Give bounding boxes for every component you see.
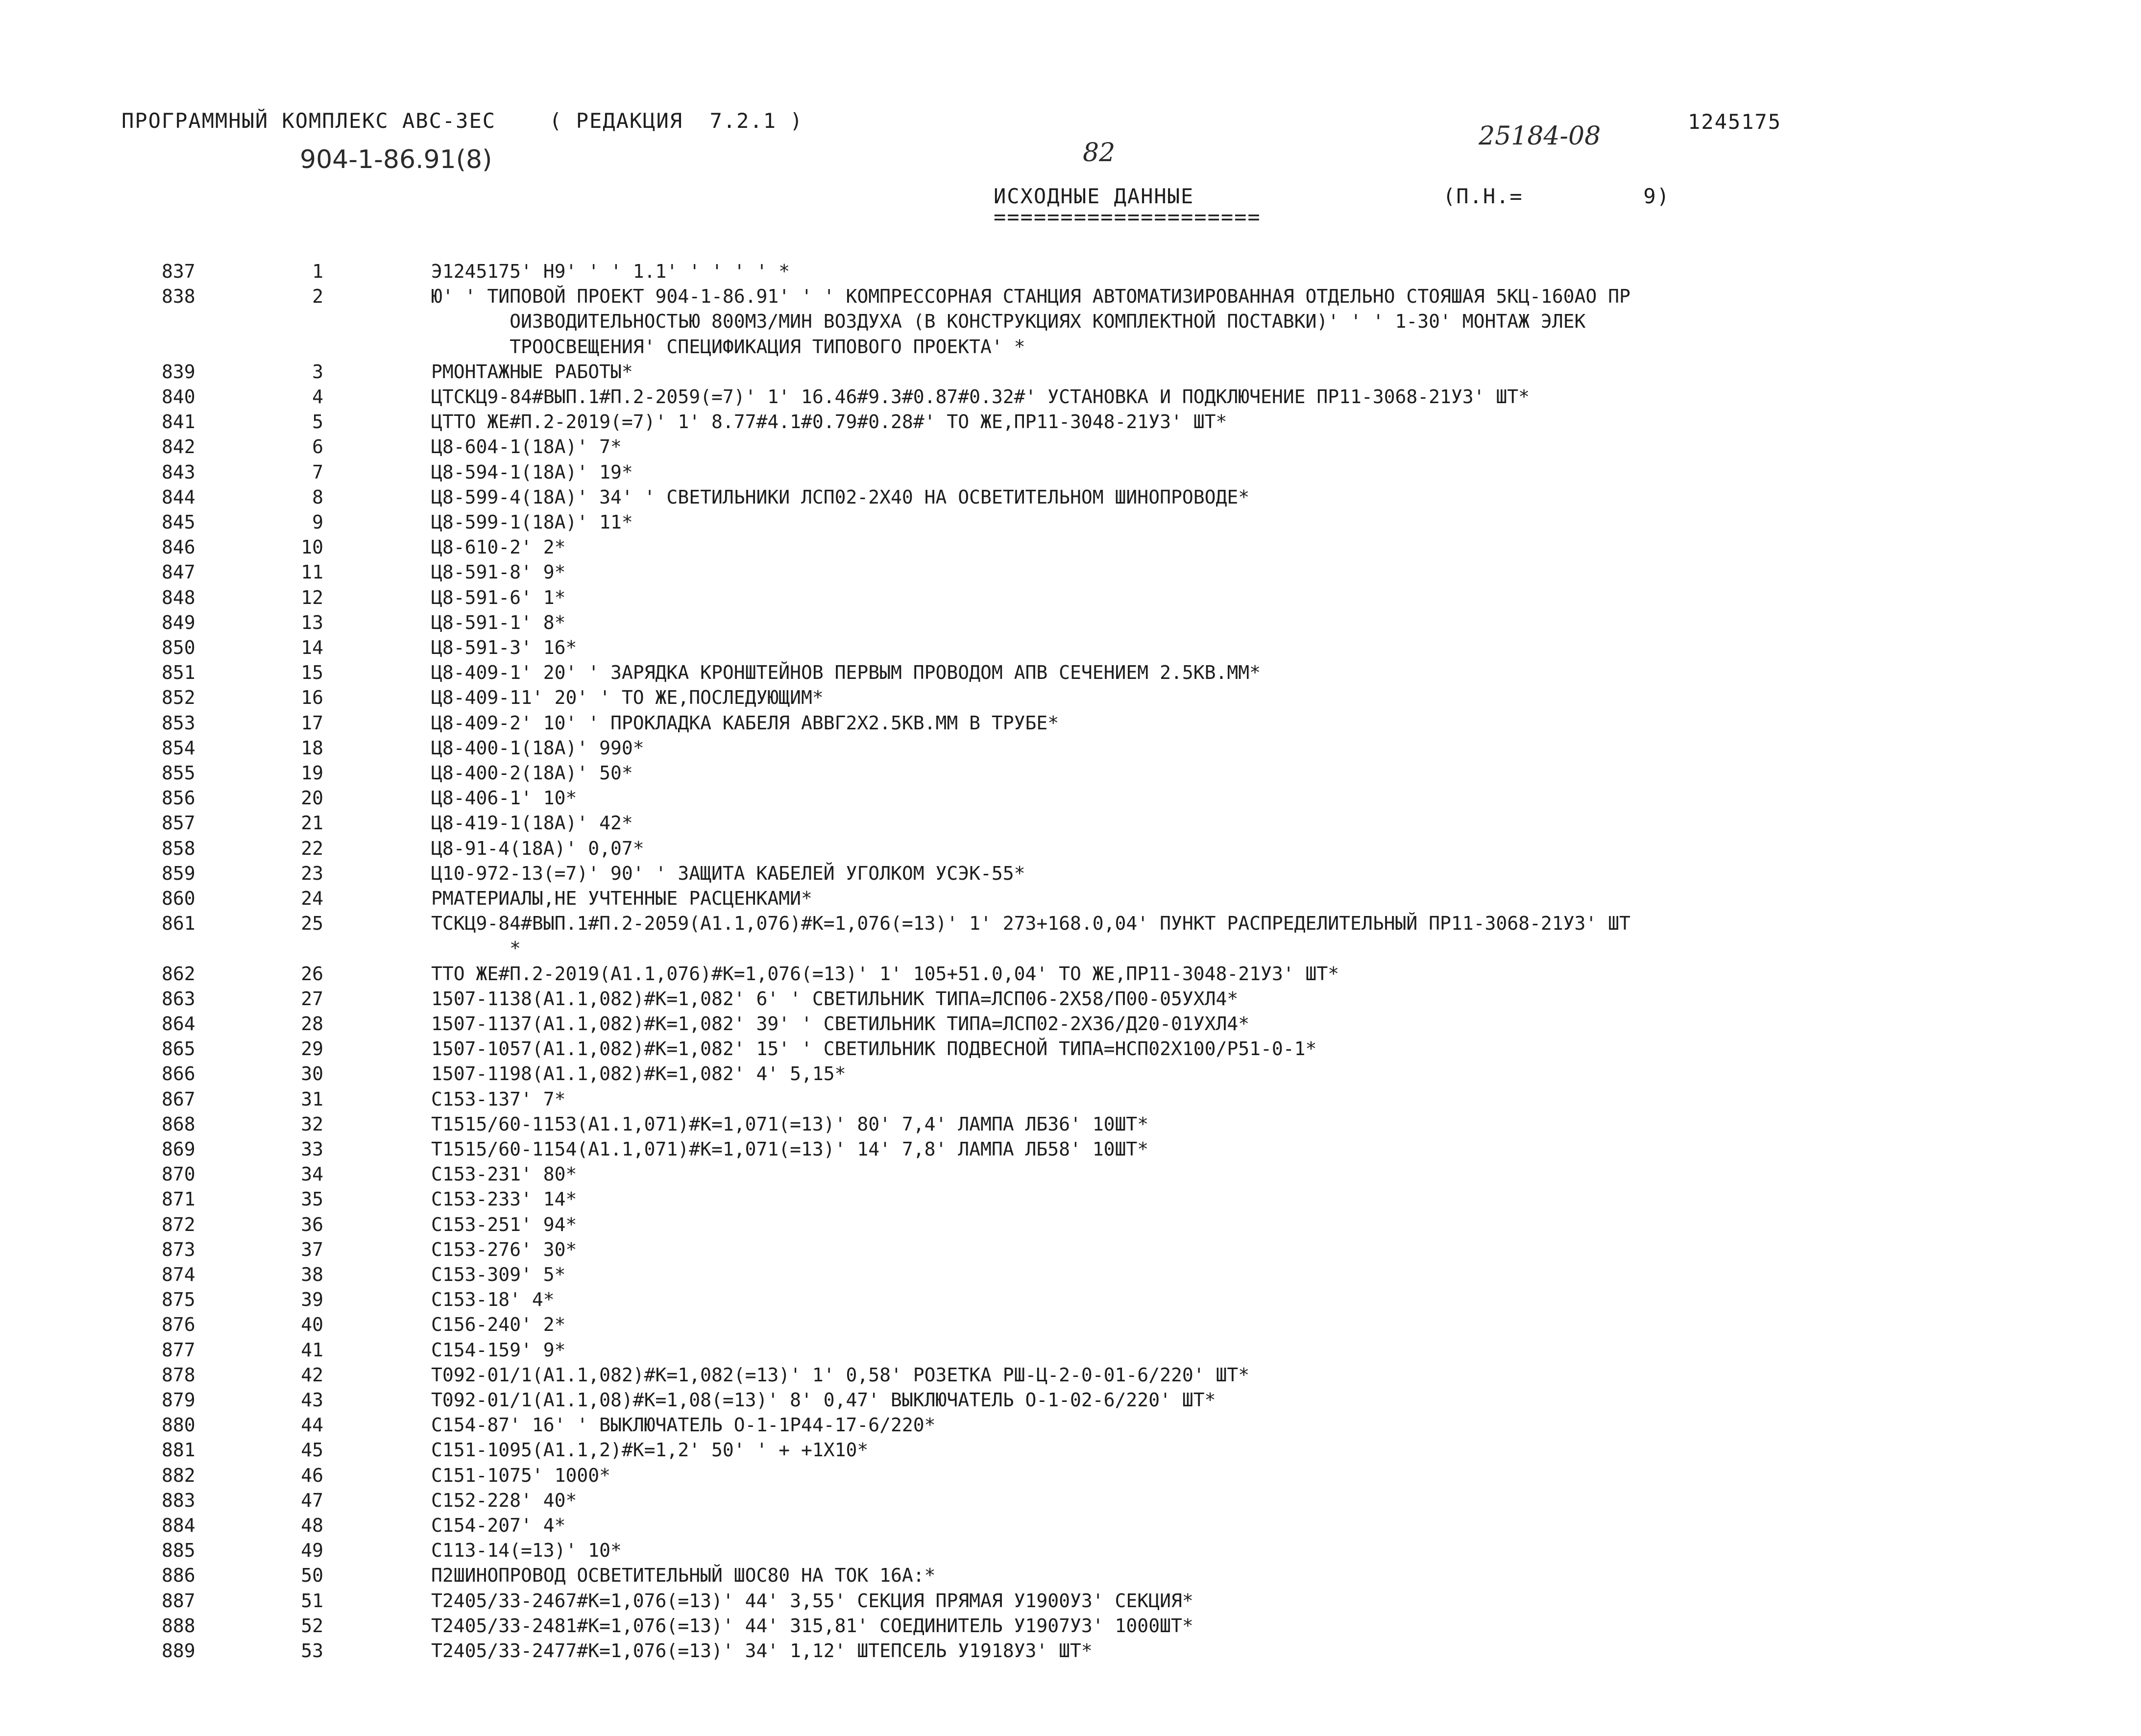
section-title: ИСХОДНЫЕ ДАННЫЕ <box>994 184 1194 208</box>
record-text: С154-87' 16' ' ВЫКЛЮЧАТЕЛЬ О-1-1Р44-17-6/220* <box>431 1414 936 1436</box>
listing-row <box>0 1614 2141 1639</box>
record-text: Ц8-591-1' 8* <box>431 611 566 633</box>
record-number: 847 <box>162 561 195 583</box>
listing-row <box>0 1488 2141 1513</box>
record-number: 875 <box>162 1289 195 1311</box>
sequence-number: 36 <box>301 1213 323 1235</box>
sequence-number: 44 <box>301 1414 323 1436</box>
record-number: 861 <box>162 913 195 935</box>
record-number: 855 <box>162 762 195 784</box>
record-text: С151-1075' 1000* <box>431 1464 611 1486</box>
record-text: Т092-01/1(А1.1,08)#К=1,08(=13)' 8' 0,47' ВЫКЛЮЧАТЕЛЬ О-1-02-6/220' ШТ* <box>431 1389 1216 1411</box>
record-number: 874 <box>162 1264 195 1285</box>
listing-row <box>0 1162 2141 1187</box>
record-text: Т2405/33-2477#К=1,076(=13)' 34' 1,12' ШТЕПСЕЛЬ У1918У3' ШТ* <box>431 1640 1093 1662</box>
sequence-number: 24 <box>301 888 323 909</box>
listing-row <box>0 1312 2141 1337</box>
listing-row <box>0 1262 2141 1287</box>
record-text: П2ШИНОПРОВОД ОСВЕТИТЕЛЬНЫЙ ШОС80 НА ТОК 16А:* <box>431 1565 936 1587</box>
record-number: 839 <box>162 361 195 383</box>
listing-row <box>0 911 2141 936</box>
sequence-number: 12 <box>301 586 323 608</box>
record-number: 838 <box>162 286 195 308</box>
listing-row <box>0 259 2141 284</box>
sequence-number: 14 <box>301 637 323 658</box>
listing-row <box>0 711 2141 736</box>
sequence-number: 7 <box>312 461 323 483</box>
listing-row <box>0 685 2141 710</box>
sequence-number: 17 <box>301 712 323 734</box>
record-text: Ц8-409-2' 10' ' ПРОКЛАДКА КАБЕЛЯ АВВГ2Х2.5КВ.ММ В ТРУБЕ* <box>431 712 1059 734</box>
record-number: 858 <box>162 837 195 859</box>
listing-row <box>0 434 2141 459</box>
sequence-number: 26 <box>301 963 323 985</box>
listing-row-continuation <box>0 335 2141 360</box>
record-text: С154-159' 9* <box>431 1339 566 1361</box>
listing-row <box>0 1589 2141 1614</box>
record-text: С156-240' 2* <box>431 1314 566 1336</box>
listing-row <box>0 1513 2141 1538</box>
record-number: 889 <box>162 1640 195 1662</box>
sequence-number: 21 <box>301 812 323 834</box>
listing-row <box>0 510 2141 535</box>
listing-row <box>0 485 2141 510</box>
record-number: 860 <box>162 888 195 909</box>
sequence-number: 45 <box>301 1439 323 1461</box>
listing-row <box>0 1338 2141 1363</box>
record-text: С153-231' 80* <box>431 1163 577 1185</box>
listing-row <box>0 761 2141 786</box>
record-number: 872 <box>162 1213 195 1235</box>
listing-row <box>0 360 2141 385</box>
record-text: С153-276' 30* <box>431 1238 577 1260</box>
sequence-number: 3 <box>312 361 323 383</box>
listing-row <box>0 1363 2141 1388</box>
listing-row <box>0 1137 2141 1162</box>
record-text: Ц8-594-1(18А)' 19* <box>431 461 633 483</box>
sequence-number: 38 <box>301 1264 323 1285</box>
record-number: 846 <box>162 536 195 558</box>
record-text: Т092-01/1(А1.1,082)#К=1,082(=13)' 1' 0,58' РОЗЕТКА РШ-Ц-2-0-01-6/220' ШТ* <box>431 1364 1250 1386</box>
listing-row <box>0 1639 2141 1664</box>
record-text: ОИЗВОДИТЕЛЬНОСТЬЮ 800М3/МИН ВОЗДУХА (В КОНСТРУКЦИЯХ КОМПЛЕКТНОЙ ПОСТАВКИ)' ' ' 1-30' МОНТАЖ ЭЛЕК <box>431 311 1586 333</box>
listing-row <box>0 1463 2141 1488</box>
record-text: Ц8-591-6' 1* <box>431 586 566 608</box>
record-number: 859 <box>162 862 195 884</box>
record-number: 845 <box>162 511 195 533</box>
record-text: ТСКЦ9-84#ВЫП.1#П.2-2059(А1.1,076)#К=1,076(=13)' 1' 273+168.0,04' ПУНКТ РАСПРЕДЕЛИТЕЛЬНЫЙ ПР11-3068-21У3' ШТ <box>431 913 1630 935</box>
record-number: 843 <box>162 461 195 483</box>
sequence-number: 11 <box>301 561 323 583</box>
sequence-number: 9 <box>312 511 323 533</box>
record-text: С153-251' 94* <box>431 1213 577 1235</box>
record-number: 886 <box>162 1565 195 1587</box>
listing-row <box>0 635 2141 660</box>
listing-row <box>0 1112 2141 1137</box>
sequence-number: 28 <box>301 1013 323 1035</box>
record-number: 869 <box>162 1138 195 1160</box>
listing-row <box>0 410 2141 434</box>
record-text: Ц8-599-4(18А)' 34' ' СВЕТИЛЬНИКИ ЛСП02-2Х40 НА ОСВЕТИТЕЛЬНОМ ШИНОПРОВОДЕ* <box>431 486 1250 508</box>
listing-row <box>0 1061 2141 1086</box>
record-text: Т2405/33-2467#К=1,076(=13)' 44' 3,55' СЕКЦИЯ ПРЯМАЯ У1900У3' СЕКЦИЯ* <box>431 1590 1193 1612</box>
record-number: 841 <box>162 411 195 433</box>
record-number: 867 <box>162 1088 195 1110</box>
record-number: 873 <box>162 1238 195 1260</box>
sequence-number: 41 <box>301 1339 323 1361</box>
record-text: Ц8-591-3' 16* <box>431 637 577 658</box>
sequence-number: 5 <box>312 411 323 433</box>
record-number: 878 <box>162 1364 195 1386</box>
record-number: 851 <box>162 662 195 684</box>
sequence-number: 25 <box>301 913 323 935</box>
record-text: С154-207' 4* <box>431 1515 566 1536</box>
record-text: 1507-1057(А1.1,082)#К=1,082' 15' ' СВЕТИЛЬНИК ПОДВЕСНОЙ ТИПА=НСП02Х100/Р51-0-1* <box>431 1038 1317 1060</box>
sequence-number: 53 <box>301 1640 323 1662</box>
record-number: 868 <box>162 1113 195 1135</box>
record-number: 864 <box>162 1013 195 1035</box>
sequence-number: 51 <box>301 1590 323 1612</box>
record-number: 842 <box>162 436 195 458</box>
record-text: Ц8-610-2' 2* <box>431 536 566 558</box>
record-number: 840 <box>162 386 195 408</box>
project-code: 904-1-86.91(8) <box>300 145 492 174</box>
record-number: 844 <box>162 486 195 508</box>
record-number: 883 <box>162 1489 195 1511</box>
record-number: 884 <box>162 1515 195 1536</box>
sequence-number: 10 <box>301 536 323 558</box>
record-number: 881 <box>162 1439 195 1461</box>
section-title-underline: ==================== <box>994 205 1261 229</box>
sequence-number: 50 <box>301 1565 323 1587</box>
sequence-number: 33 <box>301 1138 323 1160</box>
record-number: 863 <box>162 988 195 1010</box>
listing-row <box>0 1212 2141 1237</box>
sequence-number: 8 <box>312 486 323 508</box>
record-number: 871 <box>162 1188 195 1210</box>
sequence-number: 29 <box>301 1038 323 1060</box>
listing-row <box>0 962 2141 987</box>
sequence-number: 20 <box>301 787 323 809</box>
sequence-number: 52 <box>301 1615 323 1637</box>
sequence-number: 40 <box>301 1314 323 1336</box>
sequence-number: 43 <box>301 1389 323 1411</box>
record-text: 1507-1138(А1.1,082)#К=1,082' 6' ' СВЕТИЛЬНИК ТИПА=ЛСП06-2Х58/П00-05УХЛ4* <box>431 988 1239 1010</box>
record-number: 862 <box>162 963 195 985</box>
record-text: ТТО ЖЕ#П.2-2019(А1.1,076)#К=1,076(=13)' 1' 105+51.0,04' ТО ЖЕ,ПР11-3048-21У3' ШТ* <box>431 963 1339 985</box>
listing-row <box>0 1538 2141 1563</box>
sequence-number: 22 <box>301 837 323 859</box>
record-text: С152-228' 40* <box>431 1489 577 1511</box>
record-number: 837 <box>162 261 195 282</box>
record-text: ЦТСКЦ9-84#ВЫП.1#П.2-2059(=7)' 1' 16.46#9.3#0.87#0.32#' УСТАНОВКА И ПОДКЛЮЧЕНИЕ ПР11-3068-21У3' ШТ* <box>431 386 1530 408</box>
record-text: 1507-1137(А1.1,082)#К=1,082' 39' ' СВЕТИЛЬНИК ТИПА=ЛСП02-2Х36/Д20-01УХЛ4* <box>431 1013 1250 1035</box>
record-text: Ц8-400-1(18А)' 990* <box>431 737 644 759</box>
record-number: 848 <box>162 586 195 608</box>
record-text: Ц8-406-1' 10* <box>431 787 577 809</box>
listing-row <box>0 610 2141 635</box>
record-text: Ц8-409-11' 20' ' ТО ЖЕ,ПОСЛЕДУЮЩИМ* <box>431 687 824 709</box>
listing-row <box>0 1037 2141 1061</box>
record-number: 885 <box>162 1540 195 1562</box>
record-number: 870 <box>162 1163 195 1185</box>
record-text: Ц10-972-13(=7)' 90' ' ЗАЩИТА КАБЕЛЕЙ УГОЛКОМ УСЭК-55* <box>431 862 1025 884</box>
listing-row <box>0 385 2141 410</box>
record-number: 877 <box>162 1339 195 1361</box>
record-text: Ц8-591-8' 9* <box>431 561 566 583</box>
record-number: 854 <box>162 737 195 759</box>
sequence-number: 6 <box>312 436 323 458</box>
record-number: 866 <box>162 1063 195 1085</box>
sequence-number: 2 <box>312 286 323 308</box>
listing-row <box>0 560 2141 585</box>
sequence-number: 34 <box>301 1163 323 1185</box>
record-text: С113-14(=13)' 10* <box>431 1540 622 1562</box>
page-info: (П.Н.= 9) <box>1443 184 1670 208</box>
record-text: Ц8-599-1(18А)' 11* <box>431 511 633 533</box>
listing-row <box>0 660 2141 685</box>
record-number: 880 <box>162 1414 195 1436</box>
record-text: Ю' ' ТИПОВОЙ ПРОЕКТ 904-1-86.91' ' ' КОМПРЕССОРНАЯ СТАНЦИЯ АВТОМАТИЗИРОВАННАЯ ОТДЕЛЬНО СТОЯШАЯ 5КЦ-160АО ПР <box>431 286 1630 308</box>
listing-row <box>0 1237 2141 1262</box>
record-number: 887 <box>162 1590 195 1612</box>
listing-row <box>0 460 2141 485</box>
listing-row <box>0 786 2141 811</box>
sequence-number: 30 <box>301 1063 323 1085</box>
sequence-number: 42 <box>301 1364 323 1386</box>
listing-row <box>0 1087 2141 1112</box>
listing-row <box>0 284 2141 309</box>
record-text: Э1245175' Н9' ' ' 1.1' ' ' ' ' * <box>431 261 790 282</box>
sequence-number: 4 <box>312 386 323 408</box>
record-text: Ц8-400-2(18А)' 50* <box>431 762 633 784</box>
record-text: РМАТЕРИАЛЫ,НЕ УЧТЕННЫЕ РАСЦЕНКАМИ* <box>431 888 812 909</box>
sequence-number: 46 <box>301 1464 323 1486</box>
sequence-number: 37 <box>301 1238 323 1260</box>
record-text: Ц8-91-4(18А)' 0,07* <box>431 837 644 859</box>
record-text: Т1515/60-1154(А1.1,071)#К=1,071(=13)' 14' 7,8' ЛАМПА ЛБ58' 10ШТ* <box>431 1138 1149 1160</box>
sequence-number: 13 <box>301 611 323 633</box>
sequence-number: 49 <box>301 1540 323 1562</box>
record-number: 882 <box>162 1464 195 1486</box>
listing-row <box>0 1413 2141 1438</box>
sequence-number: 19 <box>301 762 323 784</box>
listing-row <box>0 585 2141 610</box>
sequence-number: 23 <box>301 862 323 884</box>
record-text: С153-233' 14* <box>431 1188 577 1210</box>
listing-row <box>0 736 2141 761</box>
record-number: 853 <box>162 712 195 734</box>
program-title: ПРОГРАММНЫЙ КОМПЛЕКС АВС-3ЕС ( РЕДАКЦИЯ 7.2.1 ) <box>122 109 803 133</box>
record-text: С153-309' 5* <box>431 1264 566 1285</box>
sequence-number: 16 <box>301 687 323 709</box>
record-text: С151-1095(А1.1,2)#К=1,2' 50' ' + +1Х10* <box>431 1439 869 1461</box>
record-number: 850 <box>162 637 195 658</box>
record-text: ЦТТО ЖЕ#П.2-2019(=7)' 1' 8.77#4.1#0.79#0.28#' ТО ЖЕ,ПР11-3048-21У3' ШТ* <box>431 411 1227 433</box>
sequence-number: 31 <box>301 1088 323 1110</box>
listing-row <box>0 1012 2141 1037</box>
record-number: 852 <box>162 687 195 709</box>
record-text: Ц8-419-1(18А)' 42* <box>431 812 633 834</box>
listing-row <box>0 836 2141 861</box>
listing-row-continuation <box>0 309 2141 334</box>
record-number: 856 <box>162 787 195 809</box>
record-text: Ц8-604-1(18А)' 7* <box>431 436 622 458</box>
record-number: 849 <box>162 611 195 633</box>
record-text: * <box>431 938 521 960</box>
listing-row <box>0 861 2141 886</box>
sequence-number: 15 <box>301 662 323 684</box>
listing-row <box>0 1563 2141 1588</box>
listing-row <box>0 1287 2141 1312</box>
listing-row-continuation <box>0 936 2141 961</box>
record-number: 879 <box>162 1389 195 1411</box>
listing-row <box>0 1187 2141 1212</box>
sequence-number: 27 <box>301 988 323 1010</box>
listing-row <box>0 886 2141 911</box>
listing-row <box>0 535 2141 560</box>
listing-row <box>0 1438 2141 1463</box>
listing-row <box>0 811 2141 836</box>
archive-number: 25184-08 <box>1479 121 1601 151</box>
sequence-number: 47 <box>301 1489 323 1511</box>
sequence-number: 39 <box>301 1289 323 1311</box>
record-number: 865 <box>162 1038 195 1060</box>
listing-row <box>0 1388 2141 1413</box>
record-number: 857 <box>162 812 195 834</box>
record-text: С153-18' 4* <box>431 1289 555 1311</box>
listing-row <box>0 987 2141 1012</box>
sequence-number: 35 <box>301 1188 323 1210</box>
record-text: ТРООСВЕЩЕНИЯ' СПЕЦИФИКАЦИЯ ТИПОВОГО ПРОЕКТА' * <box>431 336 1025 358</box>
sequence-number: 32 <box>301 1113 323 1135</box>
sequence-number: 48 <box>301 1515 323 1536</box>
record-text: РМОНТАЖНЫЕ РАБОТЫ* <box>431 361 633 383</box>
document-id: 1245175 <box>1688 110 1782 134</box>
record-text: Ц8-409-1' 20' ' ЗАРЯДКА КРОНШТЕЙНОВ ПЕРВЫМ ПРОВОДОМ АПВ СЕЧЕНИЕМ 2.5КВ.ММ* <box>431 662 1261 684</box>
record-text: С153-137' 7* <box>431 1088 566 1110</box>
record-text: Т1515/60-1153(А1.1,071)#К=1,071(=13)' 80' 7,4' ЛАМПА ЛБ36' 10ШТ* <box>431 1113 1149 1135</box>
page-number: 82 <box>1083 138 1116 168</box>
record-text: 1507-1198(А1.1,082)#К=1,082' 4' 5,15* <box>431 1063 846 1085</box>
sequence-number: 18 <box>301 737 323 759</box>
record-number: 876 <box>162 1314 195 1336</box>
record-number: 888 <box>162 1615 195 1637</box>
record-text: Т2405/33-2481#К=1,076(=13)' 44' 315,81' СОЕДИНИТЕЛЬ У1907У3' 1000ШТ* <box>431 1615 1193 1637</box>
sequence-number: 1 <box>312 261 323 282</box>
